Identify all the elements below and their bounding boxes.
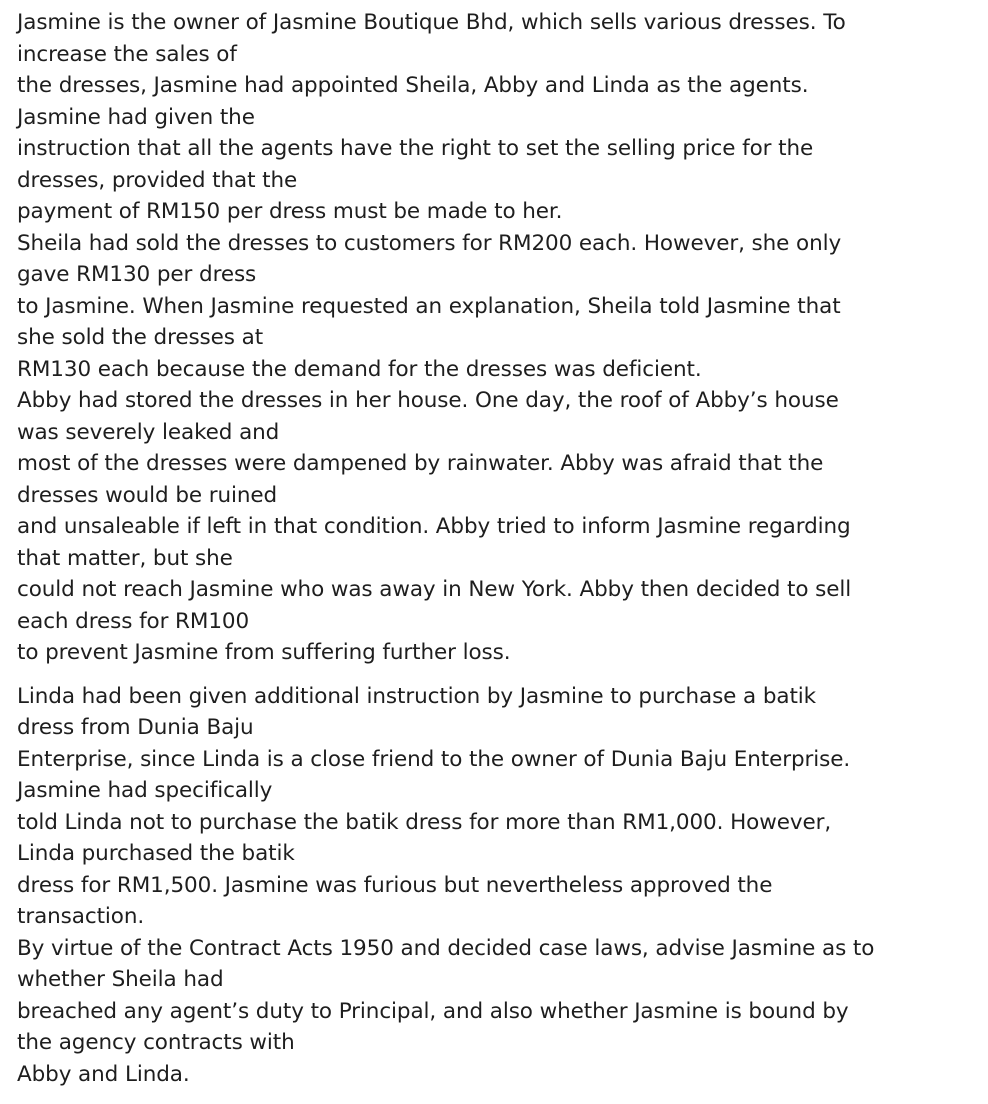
text-line: instruction that all the agents have the right to set the selling price for the	[17, 136, 814, 161]
text-line: to Jasmine. When Jasmine requested an explanation, Sheila told Jasmine that	[17, 293, 841, 319]
text-line: dress from Dunia Baju	[17, 715, 254, 740]
text-line: increase the sales of	[17, 41, 237, 67]
text-line: RM130 each because the demand for the dresses was deficient.	[17, 356, 702, 382]
text-line: payment of RM150 per dress must be made to her.	[17, 199, 563, 224]
text-line: Linda had been given additional instruction by Jasmine to purchase a batik	[17, 683, 817, 709]
text-line: breached any agent’s duty to Principal, and also whether Jasmine is bound by	[17, 998, 849, 1024]
text-line: she sold the dresses at	[17, 325, 264, 350]
text-line: was severely leaked and	[17, 419, 280, 445]
text-line: most of the dresses were dampened by rainwater. Abby was afraid that the	[17, 451, 824, 476]
text-line: each dress for RM100	[17, 608, 250, 634]
text-line: gave RM130 per dress	[17, 262, 257, 287]
question-block	[17, 681, 977, 1091]
text-line: Sheila had sold the dresses to customers for RM200 each. However, she only	[17, 230, 842, 256]
text-line: dresses, provided that the	[17, 167, 298, 193]
text-line: transaction.	[17, 904, 145, 929]
text-line: that matter, but she	[17, 545, 233, 571]
text-line: dresses would be ruined	[17, 482, 278, 508]
text-line: whether Sheila had	[17, 967, 224, 992]
text-line: the dresses, Jasmine had appointed Sheila, Abby and Linda as the agents.	[17, 73, 809, 98]
text-line: told Linda not to purchase the batik dress for more than RM1,000. However,	[17, 809, 832, 835]
text-line: the agency contracts with	[17, 1030, 295, 1055]
text-line: and unsaleable if left in that condition. Abby tried to inform Jasmine regarding	[17, 514, 851, 539]
text-line: could not reach Jasmine who was away in New York. Abby then decided to sell	[17, 577, 852, 602]
text-line: to prevent Jasmine from suffering further loss.	[17, 640, 511, 665]
text-line: Abby and Linda.	[17, 1061, 190, 1087]
text-line: Jasmine had specifically	[17, 778, 273, 803]
text-line: Abby had stored the dresses in her house. One day, the roof of Abby’s house	[17, 388, 839, 413]
text-line: Enterprise, since Linda is a close friend to the owner of Dunia Baju Enterprise.	[17, 746, 851, 772]
text-line: Jasmine had given the	[17, 104, 255, 130]
text-line: Jasmine is the owner of Jasmine Boutique Bhd, which sells various dresses. To	[17, 10, 846, 35]
document-body	[17, 7, 977, 1090]
case-facts-block	[17, 7, 977, 669]
paragraph-spacer	[17, 669, 977, 681]
text-line: dress for RM1,500. Jasmine was furious but nevertheless approved the	[17, 872, 773, 898]
text-line: By virtue of the Contract Acts 1950 and decided case laws, advise Jasmine as to	[17, 935, 875, 961]
text-line: Linda purchased the batik	[17, 841, 295, 866]
